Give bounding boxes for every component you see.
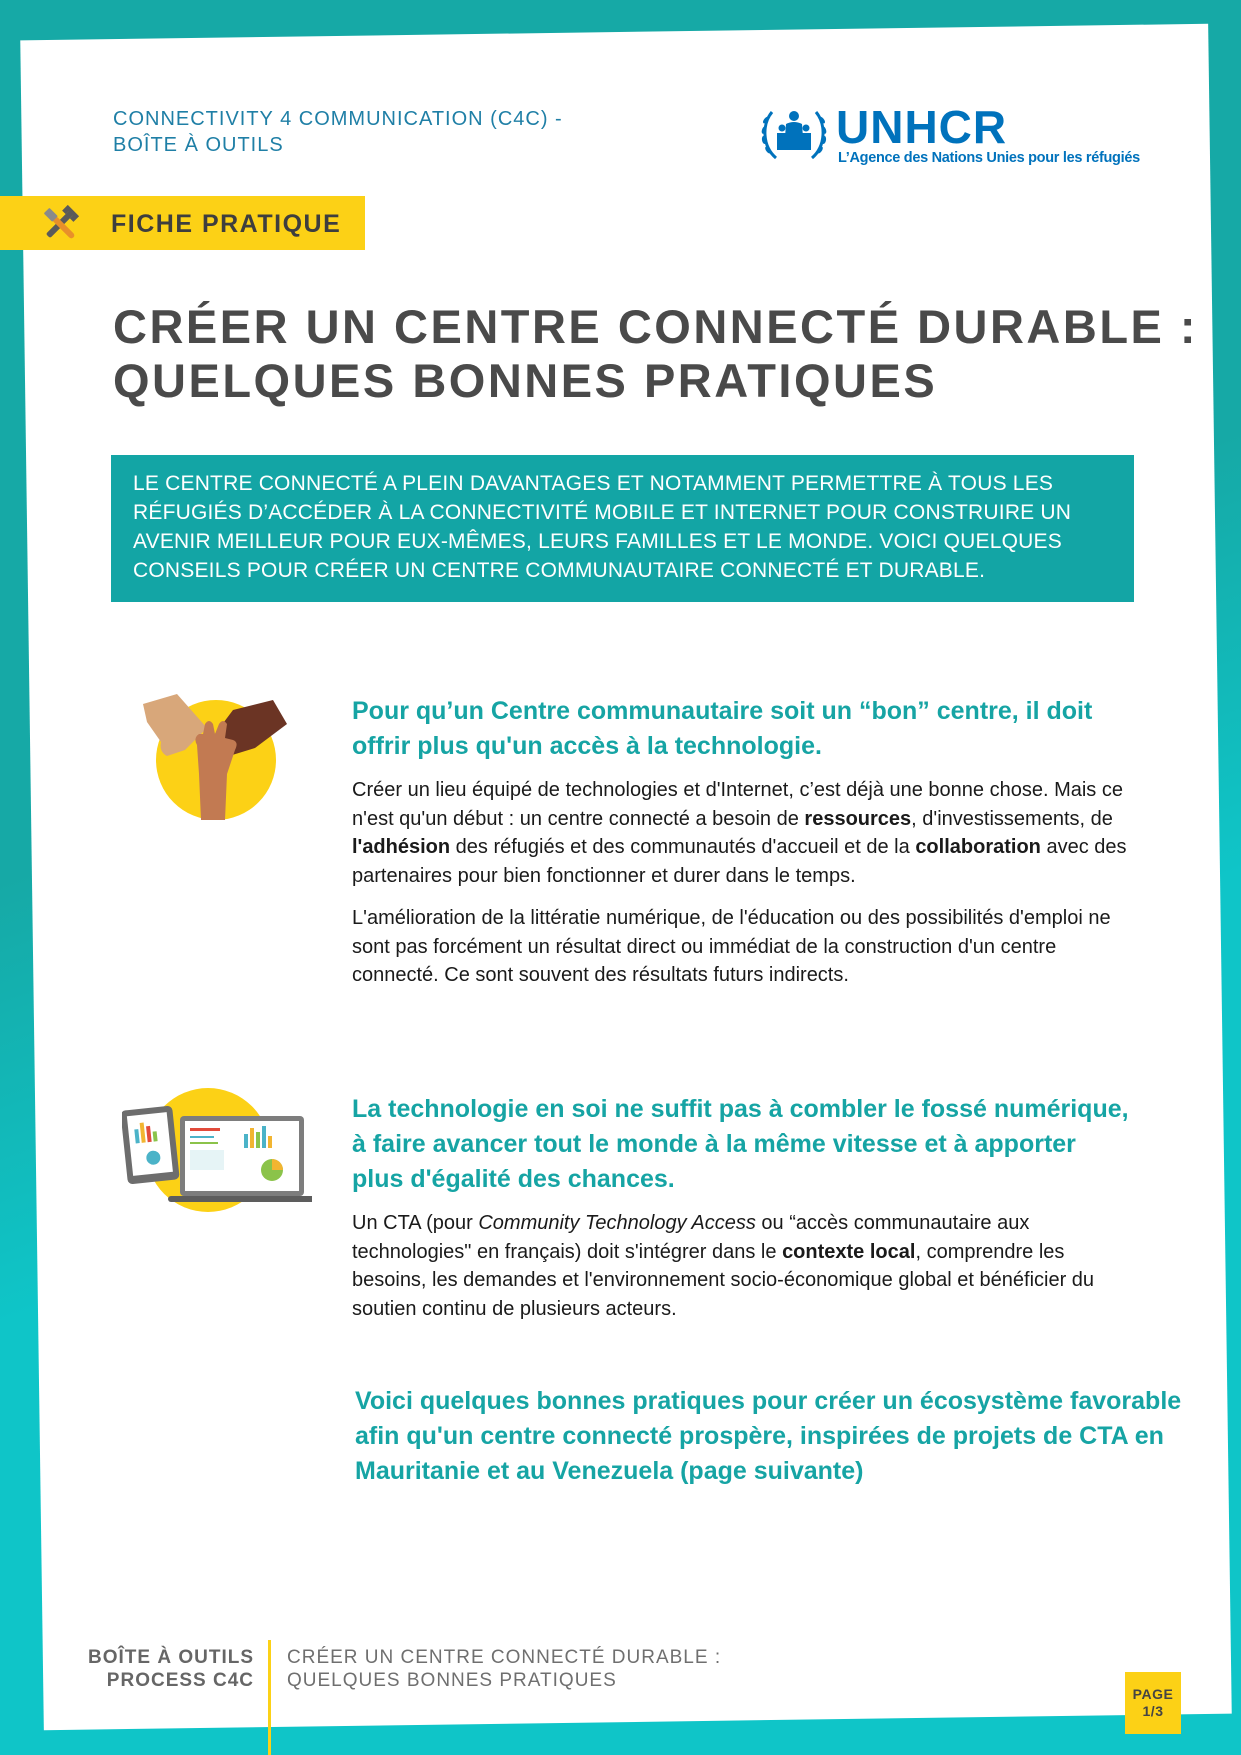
section-good-centre bbox=[352, 694, 1132, 1004]
footer-divider bbox=[268, 1640, 271, 1755]
fiche-pratique-tag bbox=[0, 196, 365, 250]
section-paragraph: Créer un lieu équipé de technologies et d'Internet, c’est déjà une bonne chose. Mais ce n'est qu'un début : un centre connecté a besoin de ressources, d'investissements, de l'adhésion des réfugiés et des communautés d'accueil et de la collaboration avec des partenaires pour bien fonctionner et durer dans le temps. bbox=[352, 779, 1127, 887]
logo-tagline: L’Agence des Nations Unies pour les réfugiés bbox=[838, 150, 1140, 166]
section-paragraph: Un CTA (pour Community Technology Access ou “accès communautaire aux technologies" en français) doit s'intégrer dans le contexte local, comprendre les besoins, les demandes et l'environnement socio-économique global et bénéficier du soutien continu de plusieurs acteurs. bbox=[352, 1212, 1095, 1320]
series-title: CONNECTIVITY 4 COMMUNICATION (C4C) - BOÎTE À OUTILS bbox=[113, 108, 563, 156]
closing-statement: Voici quelques bonnes pratiques pour créer un écosystème favorable afin qu'un centre connecté prospère, inspirées de projets de CTA en Mauritanie et au Venezuela (page suivante) bbox=[355, 1387, 1182, 1485]
page-title: CRÉER UN CENTRE CONNECTÉ DURABLE : QUELQUES BONNES PRATIQUES bbox=[113, 300, 1199, 407]
laptop-tablet-charts-icon bbox=[122, 1088, 312, 1218]
section-heading: La technologie en soi ne suffit pas à combler le fossé numérique, à faire avancer tout le monde à la même vitesse et à apporter plus d'égalité des chances. bbox=[352, 1095, 1129, 1193]
footer-document-title: CRÉER UN CENTRE CONNECTÉ DURABLE : QUELQUES BONNES PRATIQUES bbox=[287, 1647, 722, 1691]
hands-together-icon bbox=[137, 690, 287, 840]
section-technology bbox=[352, 1092, 1132, 1337]
intro-box: LE CENTRE CONNECTÉ A PLEIN DAVANTAGES ET NOTAMMENT PERMETTRE À TOUS LES RÉFUGIÉS D’ACCÉDER À LA CONNECTIVITÉ MOBILE ET INTERNET POUR CONSTRUIRE UN AVENIR MEILLEUR POUR EUX-MÊMES, LEURS FAMILLES ET LE MONDE. VOICI QUELQUES CONSEILS POUR CRÉER UN CENTRE COMMUNAUTAIRE CONNECTÉ ET DURABLE. bbox=[111, 455, 1134, 602]
logo-wordmark: UNHCR bbox=[836, 101, 1008, 153]
footer-toolbox-label: BOÎTE À OUTILS PROCESS C4C bbox=[88, 1647, 254, 1691]
tools-icon bbox=[36, 203, 84, 245]
page-number-badge: PAGE 1/3 bbox=[1125, 1672, 1181, 1734]
unhcr-logo bbox=[758, 101, 1148, 166]
section-heading: Pour qu’un Centre communautaire soit un “bon” centre, il doit offrir plus qu'un accès à la technologie. bbox=[352, 697, 1093, 760]
fiche-pratique-label: FICHE PRATIQUE bbox=[111, 210, 342, 238]
section-paragraph: L'amélioration de la littératie numérique, de l'éducation ou des possibilités d'emploi ne sont pas forcément un résultat direct ou immédiat de la construction d'un centre connecté. Ce sont souvent des résultats futurs indirects. bbox=[352, 907, 1111, 986]
un-emblem-icon bbox=[758, 104, 830, 166]
